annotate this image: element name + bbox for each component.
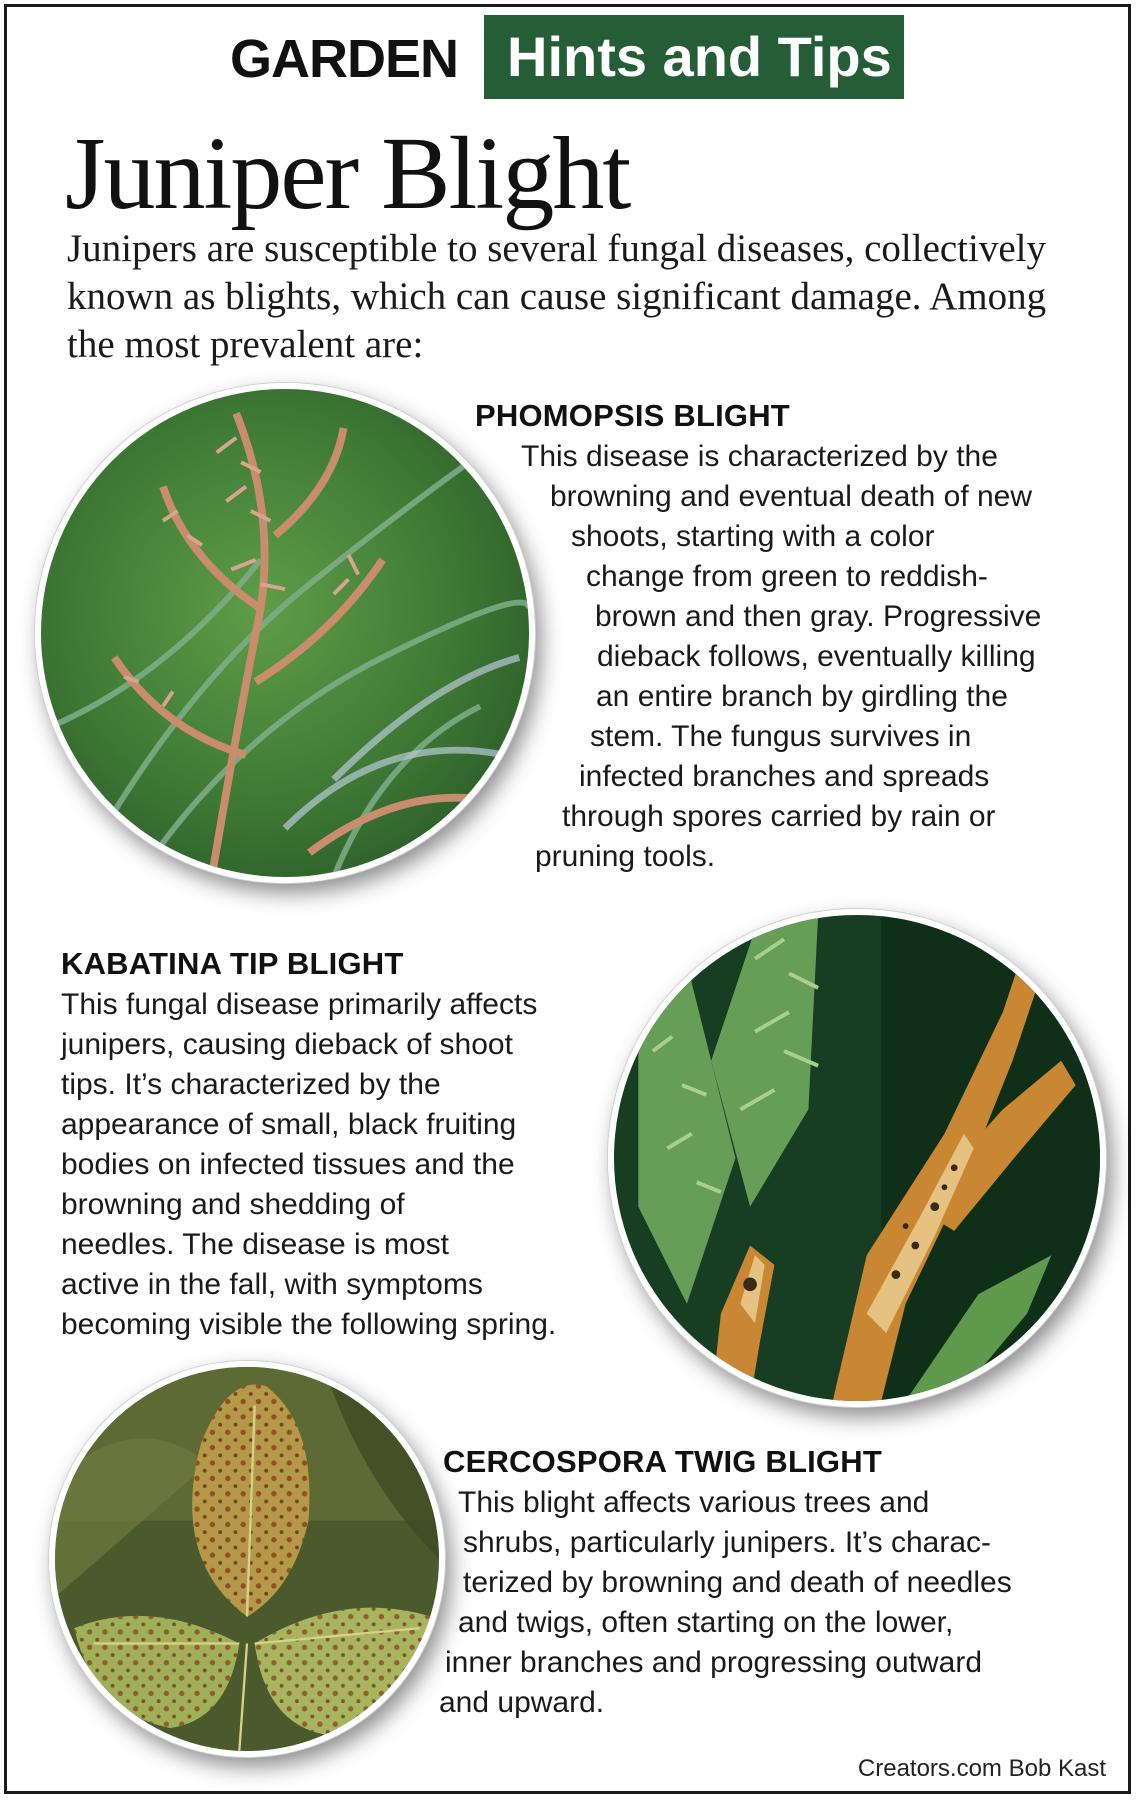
poster-frame	[4, 4, 1131, 1794]
phomopsis-line: change from green to reddish-	[586, 560, 988, 593]
kabatina-line: tips. It’s characterized by the	[61, 1068, 441, 1101]
cercospora-line: inner branches and progressing outward	[445, 1646, 982, 1679]
phomopsis-line: pruning tools.	[535, 840, 716, 873]
cercospora-line: shrubs, particularly junipers. It’s charac-	[463, 1526, 991, 1559]
cercospora-photo	[49, 1361, 445, 1757]
kabatina-line: junipers, causing dieback of shoot	[61, 1028, 513, 1061]
kabatina-heading: KABATINA TIP BLIGHT	[61, 946, 404, 981]
kabatina-line: This fungal disease primarily affects	[61, 988, 538, 1021]
phomopsis-line: This disease is characterized by the	[521, 440, 998, 473]
phomopsis-line: stem. The fungus survives in	[590, 720, 972, 753]
kabatina-line: bodies on infected tissues and the	[61, 1148, 515, 1181]
phomopsis-line: an entire branch by girdling the	[596, 680, 1008, 713]
phomopsis-line: through spores carried by rain or	[562, 800, 996, 833]
intro-paragraph	[67, 225, 1077, 369]
phomopsis-line: brown and then gray. Progressive	[595, 600, 1042, 633]
header-hints-and-tips: Hints and Tips	[507, 25, 892, 88]
phomopsis-photo	[35, 383, 535, 883]
phomopsis-line: shoots, starting with a color	[571, 520, 935, 553]
cercospora-line: This blight affects various trees and	[458, 1486, 930, 1519]
kabatina-line: needles. The disease is most	[61, 1228, 449, 1261]
cercospora-line: and upward.	[439, 1686, 605, 1719]
kabatina-photo	[608, 909, 1106, 1407]
intro-line: the most prevalent are:	[67, 323, 424, 366]
cercospora-line: terized by browning and death of needles	[463, 1566, 1012, 1599]
page-title: Juniper Blight	[65, 116, 630, 231]
shoot-tip-closeup-photo-icon	[614, 915, 1100, 1401]
cercospora-heading: CERCOSPORA TWIG BLIGHT	[443, 1444, 882, 1479]
kabatina-line: becoming visible the following spring.	[61, 1308, 557, 1341]
phomopsis-heading: PHOMOPSIS BLIGHT	[475, 398, 790, 433]
kabatina-line: browning and shedding of	[61, 1188, 405, 1221]
header-garden: GARDEN	[230, 29, 459, 89]
juniper-branch-photo-icon	[41, 389, 529, 877]
phomopsis-line: browning and eventual death of new	[550, 480, 1033, 513]
credit-line: Creators.com Bob Kast	[857, 1755, 1106, 1782]
kabatina-line: active in the fall, with symptoms	[61, 1268, 483, 1301]
phomopsis-line: dieback follows, eventually killing	[597, 640, 1036, 673]
phomopsis-line: infected branches and spreads	[579, 760, 990, 793]
intro-line: known as blights, which can cause significant damage. Among	[67, 275, 1047, 318]
cercospora-line: and twigs, often starting on the lower,	[458, 1606, 954, 1639]
kabatina-line: appearance of small, black fruiting	[61, 1108, 517, 1141]
spotted-leaves-photo-icon	[55, 1367, 439, 1751]
intro-line: Junipers are susceptible to several fungal diseases, collectively	[67, 227, 1046, 270]
